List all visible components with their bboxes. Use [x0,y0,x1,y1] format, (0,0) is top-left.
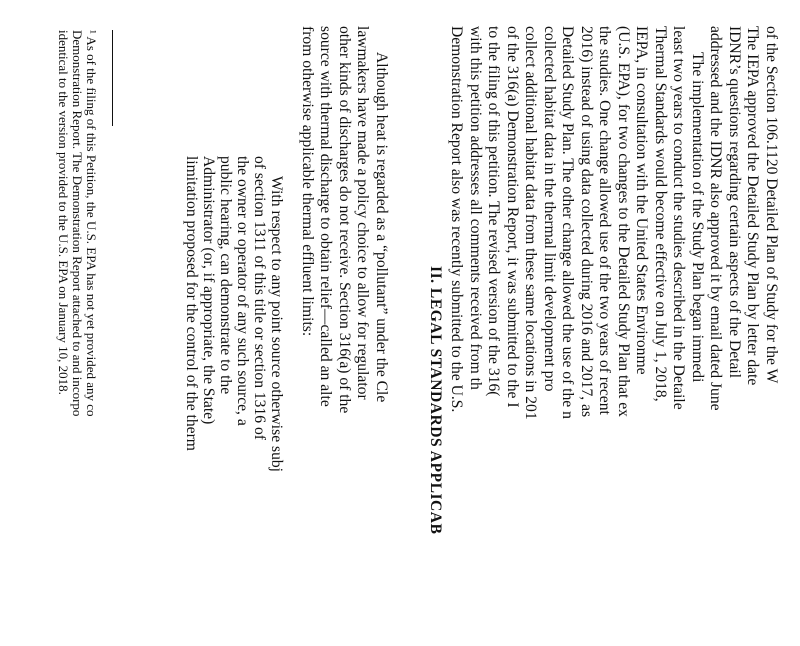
footnote-line: ¹ As of the filing of this Petition, the U.S. EPA has not yet provided any co [84,30,99,417]
body-line: with this petition addresses all comments received from th [467,26,484,390]
body-line: to the filing of this petition. The revised version of the 316( [485,26,503,397]
footnote [56,30,98,646]
body-line: Demonstration Report also was recently submitted to the U.S. [448,26,466,413]
body-line: Thermal Standards would become effective on July 1, 2018, [652,26,669,402]
rotated-document-page [0,26,780,646]
body-line: from otherwise applicable thermal effluent limits: [299,26,316,337]
body-line: least two years to conduct the studies described in the Detaile [670,26,688,410]
quote-line: of section 1311 of this title or section 1316 of [251,156,268,440]
body-line: the studies. One change allowed use of the two years of recent [596,26,614,415]
body-line: The implementation of the Study Plan began immedi [689,52,706,383]
body-line: addressed and the IDNR also approved it by email dated June [707,26,725,411]
body-line: (U.S. EPA), for two changes to the Detailed Study Plan that ex [615,26,632,417]
body-line: other kinds of discharges do not receive. Section 316(a) of the [336,26,353,414]
body-line: of the Section 106.1120 Detailed Plan of Study for the W [763,26,780,384]
body-line: of the 316(a) Demonstration Report, it was submitted to the I [504,26,521,408]
quote-line: Administrator (or, if appropriate, the State) [200,156,217,425]
quote-line: the owner or operator of any such source, a [234,156,251,426]
body-line: lawmakers have made a policy choice to allow for regulator [354,26,372,400]
body-line: IEPA, in consultation with the United States Environme [633,26,651,375]
body-line: Although heat is regarded as a “pollutant” under the Cle [373,52,390,403]
body-line: The IEPA approved the Detailed Study Plan by letter date [744,26,762,386]
section-heading: II. LEGAL STANDARDS APPLICAB [427,266,444,535]
body-line: collected habitat data in the thermal limit development pro [541,26,558,392]
body-line: Detailed Study Plan. The other change allowed the use of the n [559,26,577,419]
footnote-divider [112,30,113,126]
block-quote [183,156,285,646]
body-line: source with thermal discharge to obtain relief—called an alte [317,26,335,407]
quote-line: With respect to any point source otherwise subj [268,176,285,473]
footnote-line: Demonstration Report. The Demonstration Report attached to and incorpo [70,30,85,417]
body-line: 2016) instead of using data collected during 2016 and 2017, as [578,26,595,418]
quote-line: public hearing, can demonstrate to the [217,156,234,395]
footnote-line: identical to the version provided to the U.S. EPA on January 10, 2018. [56,30,71,395]
quote-line: limitation proposed for the control of the therm [183,156,200,451]
body-line: IDNR’s questions regarding certain aspects of the Detail [726,26,743,379]
body-line: collect additional habitat data from these same locations in 201 [522,26,540,420]
